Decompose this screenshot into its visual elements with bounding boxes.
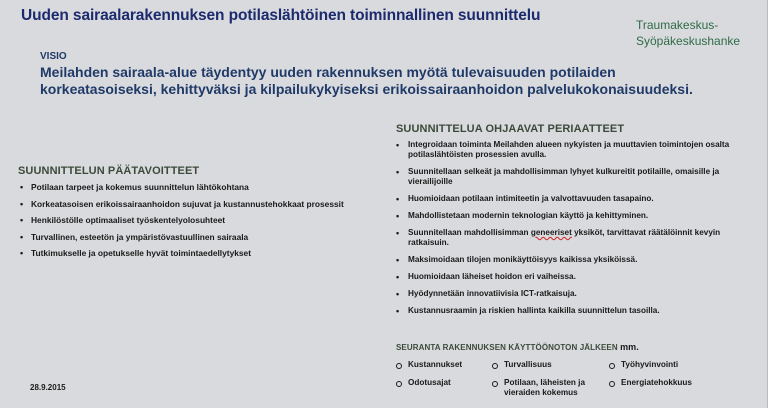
spellcheck-flagged-word: geneeriset [530,228,572,237]
principles-list [393,140,733,323]
list-item: • Henkilöstölle optimaaliset työskentelyolosuhteet [18,215,363,225]
list-item: • Turvallinen, esteetön ja ympäristövastuullinen sairaala [18,232,363,242]
list-item: • Integroidaan toiminta Meilahden alueen nykyisten ja muuttavien toimintojen osalta potilaslähtöisten prosessien avulla. [393,140,733,160]
followup-item-waiting-times: Odotusajat [396,378,488,388]
project-name [636,17,740,49]
project-name-line1: Traumakeskus- [636,18,719,32]
list-item: • Mahdollistetaan modernin teknologian käyttö ja kehittyminen. [393,211,733,221]
followup-item-costs: Kustannukset [396,360,488,370]
list-item: • Korkeatasoisen erikoissairaanhoidon sujuvat ja kustannustehokkaat prosessit [18,199,363,209]
slide-title: Uuden sairaalarakennuksen potilaslähtöinen toiminnallinen suunnittelu [21,7,541,24]
followup-item-wellbeing: Työhyvinvointi [609,360,731,370]
list-item: • Potilaan tarpeet ja kokemus suunnittelun lähtökohtana [18,182,363,192]
list-item: • Tutkimukselle ja opetukselle hyvät toimintaedellytykset [18,248,363,258]
followup-heading [396,342,639,352]
list-item: • Huomioidaan läheiset hoidon eri vaiheissa. [393,272,733,282]
followup-heading-text: SEURANTA RAKENNUKSEN KÄYTTÖÖNOTON JÄLKEEN [396,343,618,352]
followup-item-safety: Turvallisuus [492,360,604,370]
visio-text: Meilahden sairaala-alue täydentyy uuden rakennuksen myötä tulevaisuuden potilaiden korkeatasoiseksi, kehittyväksi ja kilpailukykyiseksi erikoissairaanhoidon palvelukokonaisuudeksi. [40,64,693,97]
list-item: • Huomioidaan potilaan intimiteetin ja valvottavuuden tasapaino. [393,194,733,204]
followup-heading-suffix: mm. [620,342,639,352]
slide-date: 28.9.2015 [30,383,66,392]
principles-heading: SUUNNITTELUA OHJAAVAT PERIAATTEET [396,123,625,135]
goals-heading: SUUNNITTELUN PÄÄTAVOITTEET [18,165,200,177]
list-item: • Suunnitellaan mahdollisimman geneeriset yksiköt, tarvittavat räätälöinnit kevyin ratkaisuin. [393,228,733,248]
list-item: • Hyödynnetään innovatiivisia ICT-ratkaisuja. [393,289,733,299]
followup-item-energy: Energiatehokkuus [609,378,731,388]
followup-item-experience: Potilaan, läheisten ja vieraiden kokemus [492,378,608,398]
list-item: • Suunnitellaan selkeät ja mahdollisimman lyhyet kulkureitit potilaille, omaisille ja vierailijoille [393,167,733,187]
visio-label: VISIO [40,51,67,62]
project-name-line2: Syöpäkeskushanke [636,34,741,48]
list-item: • Kustannusraamin ja riskien hallinta kaikilla suunnittelun tasoilla. [393,306,733,316]
goals-list [18,182,363,265]
list-item: • Maksimoidaan tilojen monikäyttöisyys kaikissa yksiköissä. [393,255,733,265]
